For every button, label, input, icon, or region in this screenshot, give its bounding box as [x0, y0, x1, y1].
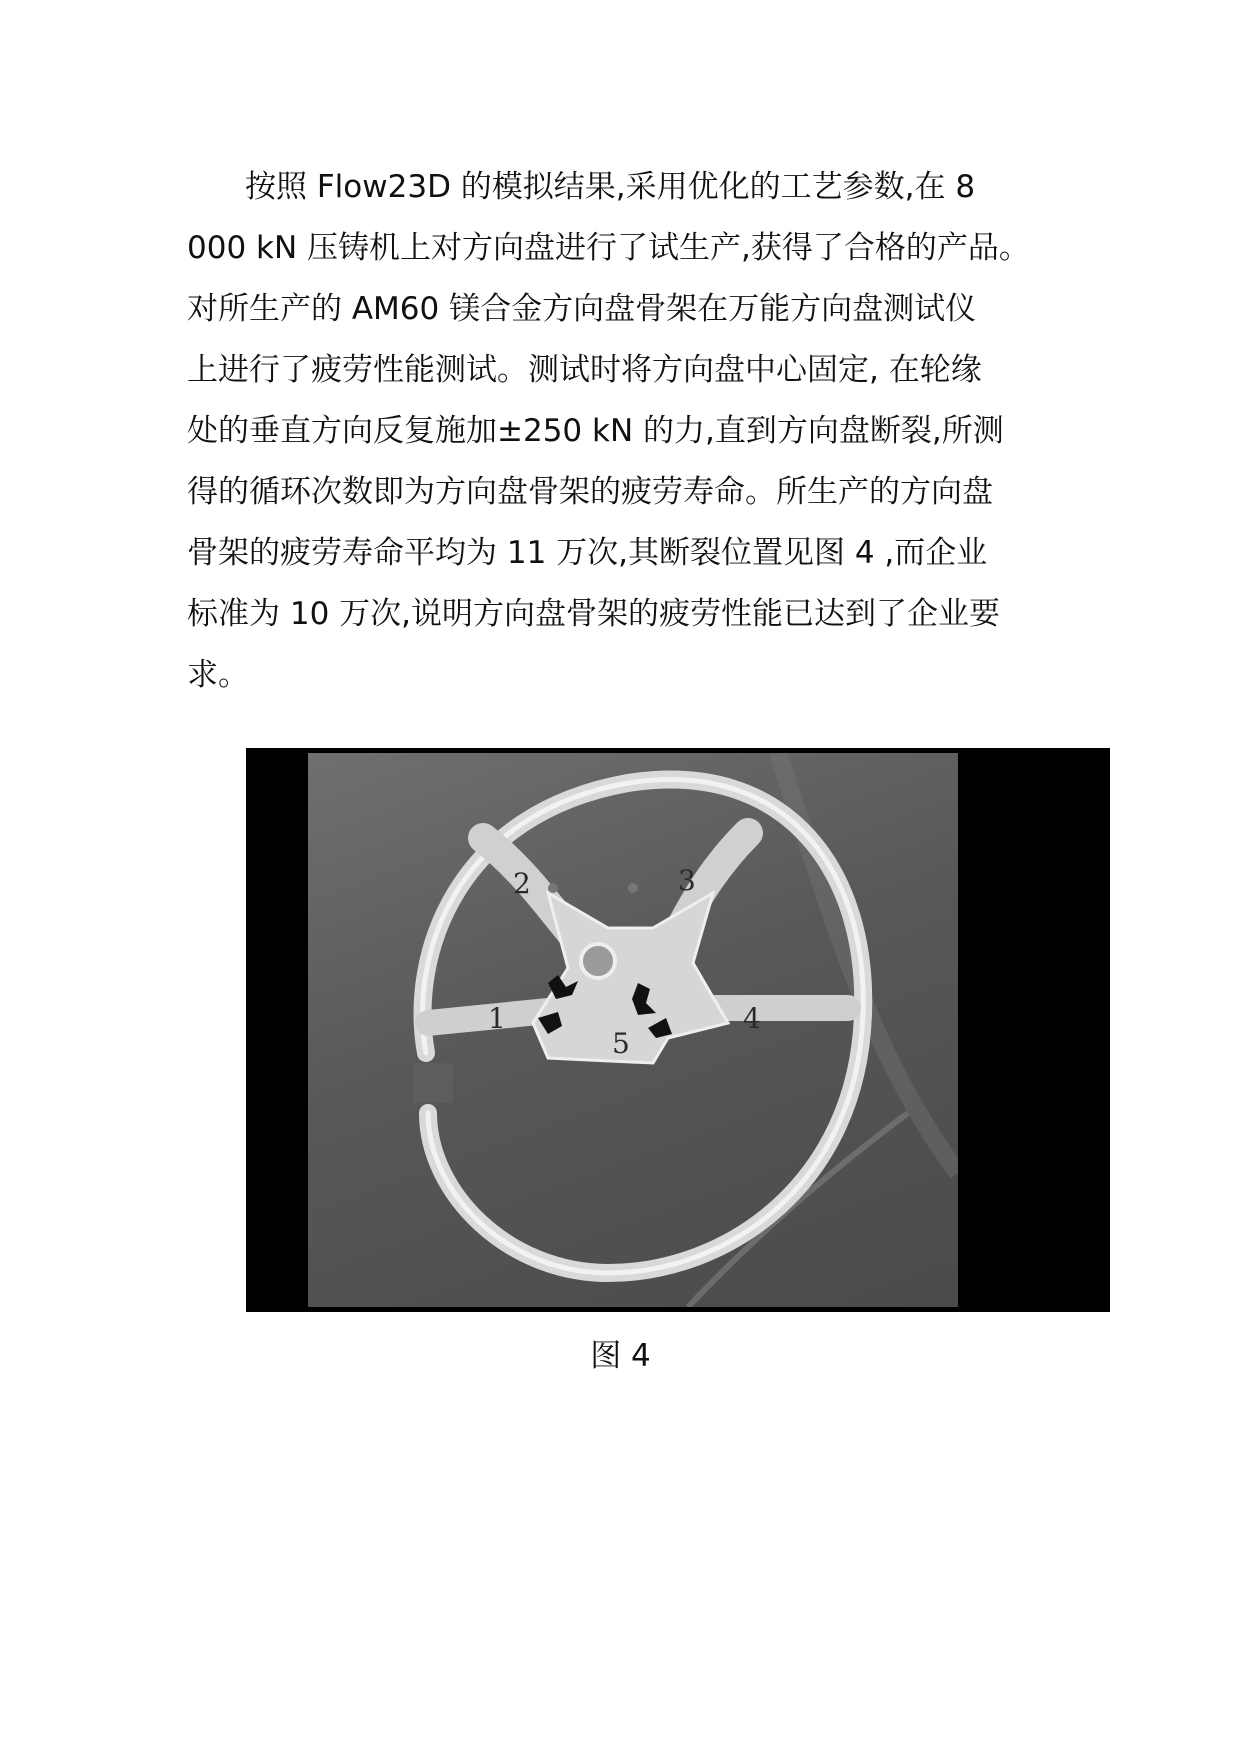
paragraph-line: 求。 [187, 657, 249, 693]
hub [533, 893, 728, 1063]
figure-caption: 图 4 [590, 1338, 651, 1374]
figure-4 [246, 748, 1110, 1312]
paragraph-line: 处的垂直方向反复施加±250 kN 的力,直到方向盘断裂,所测 [187, 413, 1004, 449]
paragraph-line: 骨架的疲劳寿命平均为 11 万次,其断裂位置见图 4 ,而企业 [187, 535, 988, 571]
label-3: 3 [678, 864, 696, 897]
steering-wheel-drawing [308, 753, 958, 1307]
paragraph-line: 标准为 10 万次,说明方向盘骨架的疲劳性能已达到了企业要 [187, 596, 1001, 632]
paragraph-line: 000 kN 压铸机上对方向盘进行了试生产,获得了合格的产品。 [187, 230, 1030, 266]
label-2: 2 [513, 867, 531, 900]
label-1: 1 [488, 1002, 506, 1035]
label-5: 5 [612, 1027, 630, 1060]
body-paragraph [187, 157, 1067, 706]
paragraph-line: 得的循环次数即为方向盘骨架的疲劳寿命。所生产的方向盘 [187, 474, 993, 510]
paragraph-line: 上进行了疲劳性能测试。测试时将方向盘中心固定, 在轮缘 [187, 352, 982, 388]
label-4: 4 [743, 1002, 761, 1035]
steering-wheel-photo [308, 753, 958, 1307]
paragraph-line: 按照 Flow23D 的模拟结果,采用优化的工艺参数,在 8 [245, 169, 976, 205]
paragraph-line: 对所生产的 AM60 镁合金方向盘骨架在万能方向盘测试仪 [187, 291, 977, 327]
